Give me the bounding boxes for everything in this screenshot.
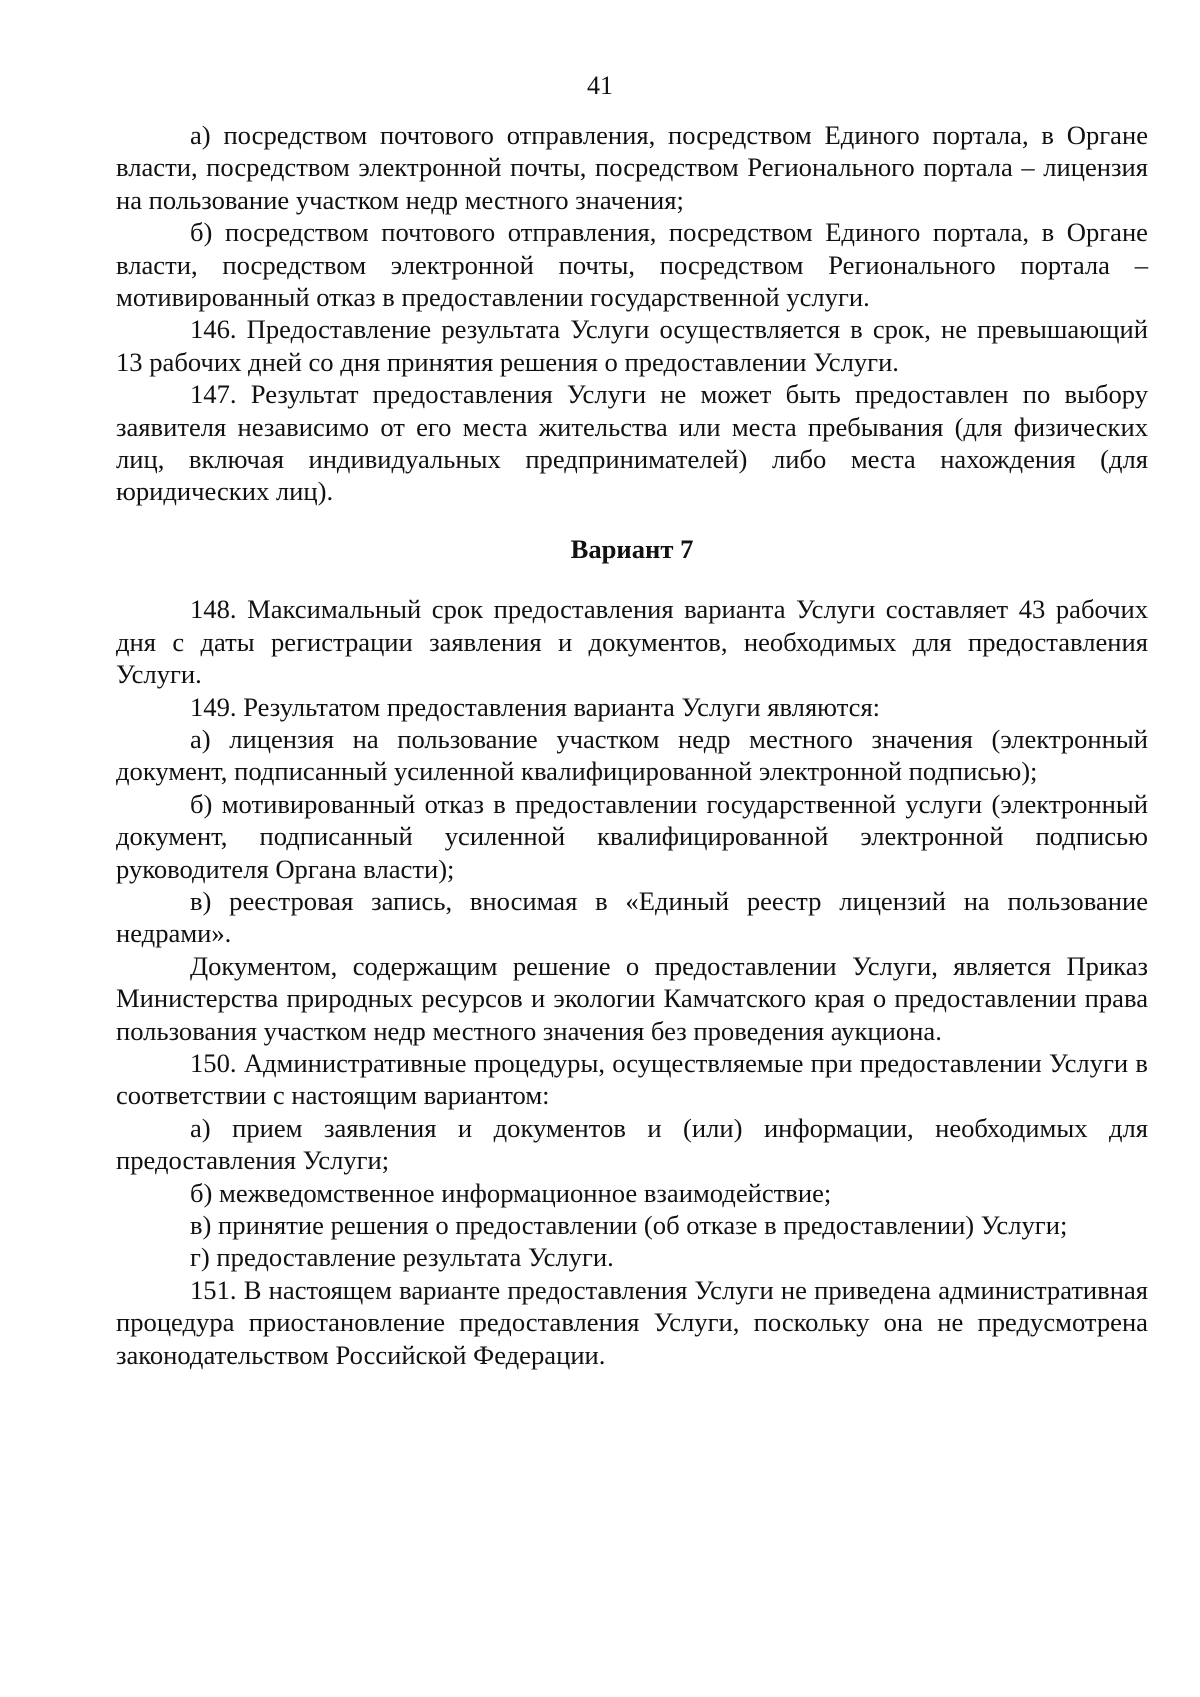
paragraph-149-c: в) реестровая запись, вносимая в «Единый реестр лицензий на пользование недрами». [116,885,1148,949]
paragraph-150-d: г) предоставление результата Услуги. [190,1242,614,1273]
paragraph-147: 147. Результат предоставления Услуги не может быть предоставлен по выбору заявителя независимо от его места жительства или места пребывания (для физических лиц, включая индивидуальных предпринимателей) либо места нахождения (для юридических лиц). [116,379,1148,507]
paragraph-decision-document: Документом, содержащим решение о предоставлении Услуги, является Приказ Министерства природных ресурсов и экологии Камчатского края о предоставлении права пользования участком недр местного значения без проведения аукциона. [116,950,1148,1046]
paragraph-146: 146. Предоставление результата Услуги осуществляется в срок, не превышающий 13 рабочих дней со дня принятия решения о предоставлении Услуги. [116,314,1148,377]
paragraph-148: 148. Максимальный срок предоставления варианта Услуги составляет 43 рабочих дня с даты регистрации заявления и документов, необходимых для предоставления Услуги. [116,594,1148,690]
paragraph-149-a: а) лицензия на пользование участком недр местного значения (электронный документ, подписанный усиленной квалифицированной электронной подписью); [116,723,1148,787]
paragraph-151: 151. В настоящем варианте предоставления Услуги не приведена административная процедура приостановление предоставления Услуги, поскольку она не предусмотрена законодательством Российской Федерации. [116,1274,1148,1370]
page-number: 41 [587,71,613,100]
paragraph-150-b: б) межведомственное информационное взаимодействие; [190,1177,832,1208]
paragraph-150-a: а) прием заявления и документов и (или) информации, необходимых для предоставления Услуги; [116,1112,1148,1176]
paragraph-delivery-license: а) посредством почтового отправления, посредством Единого портала, в Органе власти, посредством электронной почты, посредством Регионального портала – лицензия на пользование участком недр местного значения; [116,120,1148,215]
paragraph-150-c: в) принятие решения о предоставлении (об отказе в предоставлении) Услуги; [190,1210,1068,1240]
document-body [116,119,1148,1371]
paragraph-149-b: б) мотивированный отказ в предоставлении государственной услуги (электронный документ, подписанный усиленной квалифицированной электронной подписью руководителя Органа власти); [116,788,1148,884]
section-heading-variant-7: Вариант 7 [570,533,694,564]
paragraph-149: 149. Результатом предоставления варианта Услуги являются: [190,691,881,722]
paragraph-delivery-refusal: б) посредством почтового отправления, посредством Единого портала, в Органе власти, посредством электронной почты, посредством Регионального портала – мотивированный отказ в предоставлении государственной услуги. [116,217,1148,313]
paragraph-150: 150. Административные процедуры, осуществляемые при предоставлении Услуги в соответствии с настоящим вариантом: [116,1047,1148,1111]
